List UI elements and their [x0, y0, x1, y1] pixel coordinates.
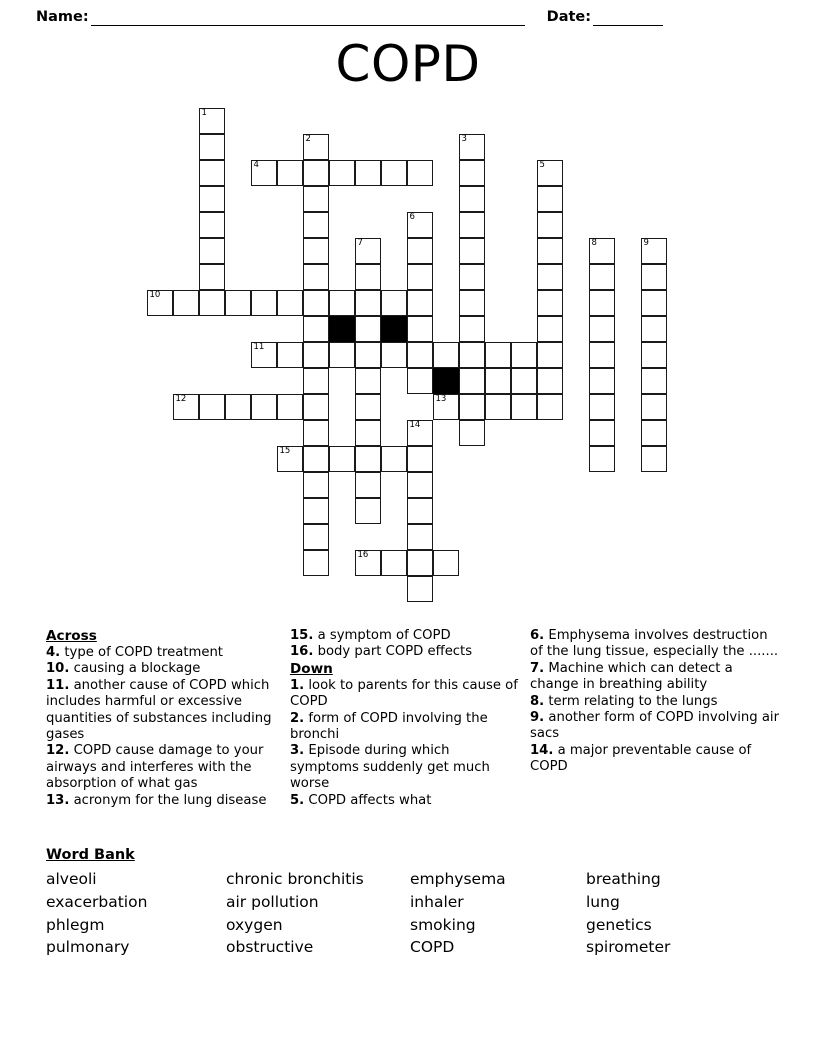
grid-cell[interactable] — [537, 394, 563, 420]
grid-cell[interactable] — [199, 394, 225, 420]
grid-block-cell — [329, 316, 355, 342]
grid-cell[interactable] — [303, 134, 329, 160]
across-clue-12 — [46, 743, 282, 792]
clue-number: 16. — [290, 644, 314, 660]
across-heading: Across — [46, 628, 97, 644]
grid-cell[interactable] — [407, 498, 433, 524]
word-bank-word[interactable]: emphysema — [410, 870, 506, 888]
grid-cell-number: 15 — [279, 445, 291, 456]
clue-text: another form of COPD involving air sacs — [530, 710, 779, 742]
clue-text: look to parents for this cause of COPD — [290, 677, 518, 710]
grid-cell[interactable] — [355, 498, 381, 524]
grid-cell[interactable] — [355, 420, 381, 446]
clue-text: causing a blockage — [69, 661, 201, 677]
grid-cell[interactable] — [251, 394, 277, 420]
clue-text: form of COPD involving the bronchi — [290, 710, 488, 743]
clue-number: 8. — [530, 693, 545, 709]
across-clue-15 — [290, 628, 518, 644]
grid-cell[interactable] — [407, 446, 433, 472]
grid-cell[interactable] — [407, 524, 433, 550]
across-clue-list-part-1 — [46, 645, 282, 809]
grid-cell[interactable] — [303, 290, 329, 316]
grid-cell[interactable] — [537, 368, 563, 394]
grid-cell[interactable] — [459, 290, 485, 316]
grid-cell[interactable] — [407, 368, 433, 394]
word-bank-word[interactable]: genetics — [586, 915, 652, 934]
grid-cell[interactable] — [355, 550, 381, 576]
grid-cell[interactable] — [251, 290, 277, 316]
word-bank-word[interactable]: breathing — [586, 870, 661, 888]
word-bank-word[interactable]: alveoli — [46, 870, 97, 888]
grid-cell[interactable] — [355, 472, 381, 498]
word-bank-word[interactable]: inhaler — [410, 892, 464, 911]
clue-text: type of COPD treatment — [60, 645, 223, 660]
grid-cell[interactable] — [199, 186, 225, 212]
grid-cell[interactable] — [433, 342, 459, 368]
clue-text: a major preventable cause of COPD — [530, 742, 752, 775]
grid-cell[interactable] — [641, 316, 667, 342]
date-label: Date: — [546, 9, 592, 25]
grid-cell[interactable] — [303, 238, 329, 264]
word-bank-heading: Word Bank — [46, 847, 135, 863]
grid-cell[interactable] — [355, 342, 381, 368]
grid-cell[interactable] — [199, 238, 225, 264]
page-title: COPD — [335, 35, 481, 93]
grid-cell-number: 11 — [253, 341, 265, 352]
grid-cell[interactable] — [459, 186, 485, 212]
grid-cell[interactable] — [433, 394, 459, 420]
grid-cell[interactable] — [589, 264, 615, 290]
grid-cell[interactable] — [459, 316, 485, 342]
grid-cell[interactable] — [355, 316, 381, 342]
grid-cell-number: 5 — [539, 159, 545, 170]
clues-section — [0, 628, 816, 838]
clue-text: Machine which can detect a change in breathing ability — [530, 660, 733, 693]
down-clue-14 — [530, 743, 780, 776]
across-clue-13 — [46, 793, 282, 809]
grid-cell[interactable] — [589, 342, 615, 368]
grid-cell-number: 14 — [409, 419, 421, 430]
clue-text: a symptom of COPD — [313, 628, 451, 643]
clue-number: 3. — [290, 743, 305, 759]
grid-cell[interactable] — [303, 472, 329, 498]
word-bank-word[interactable]: spirometer — [586, 938, 671, 957]
grid-cell[interactable] — [303, 498, 329, 524]
grid-cell[interactable] — [355, 264, 381, 290]
grid-cell[interactable] — [407, 342, 433, 368]
grid-cell[interactable] — [641, 394, 667, 420]
grid-cell[interactable] — [459, 342, 485, 368]
grid-cell[interactable] — [303, 264, 329, 290]
across-clue-4 — [46, 645, 282, 661]
word-bank-word[interactable]: chronic bronchitis — [226, 870, 364, 888]
grid-cell[interactable] — [485, 394, 511, 420]
grid-cell[interactable] — [511, 368, 537, 394]
grid-cell[interactable] — [641, 420, 667, 446]
word-bank-word[interactable]: phlegm — [46, 915, 105, 934]
grid-cell-number: 1 — [201, 107, 207, 118]
clue-number: 9. — [530, 710, 545, 726]
grid-cell[interactable] — [199, 264, 225, 290]
clues-column-2 — [290, 628, 518, 809]
grid-cell-number: 3 — [461, 133, 467, 144]
clue-text: another cause of COPD which includes harmful or excessive quantities of substances including gases — [46, 677, 272, 743]
grid-cell[interactable] — [511, 394, 537, 420]
grid-cell[interactable] — [641, 264, 667, 290]
grid-cell[interactable] — [199, 160, 225, 186]
down-clue-6 — [530, 628, 780, 661]
grid-cell[interactable] — [355, 238, 381, 264]
down-clue-1 — [290, 678, 518, 711]
down-clue-list-part-1 — [290, 678, 518, 809]
clue-text: body part COPD effects — [313, 644, 473, 660]
grid-cell[interactable] — [303, 160, 329, 186]
grid-cell[interactable] — [537, 342, 563, 368]
down-clue-7 — [530, 661, 780, 694]
grid-cell[interactable] — [537, 264, 563, 290]
grid-cell[interactable] — [537, 290, 563, 316]
grid-cell[interactable] — [303, 394, 329, 420]
grid-cell[interactable] — [251, 342, 277, 368]
grid-cell[interactable] — [641, 368, 667, 394]
grid-cell[interactable] — [589, 394, 615, 420]
grid-cell[interactable] — [303, 446, 329, 472]
grid-cell[interactable] — [407, 420, 433, 446]
clue-number: 7. — [530, 660, 545, 676]
grid-cell[interactable] — [589, 290, 615, 316]
grid-cell[interactable] — [199, 134, 225, 160]
grid-cell[interactable] — [459, 238, 485, 264]
clue-number: 14. — [530, 742, 554, 758]
clue-text: Emphysema involves destruction of the lung tissue, especially the ....... — [530, 628, 779, 660]
clue-text: acronym for the lung disease — [69, 792, 267, 808]
grid-cell[interactable] — [303, 316, 329, 342]
grid-cell[interactable] — [355, 446, 381, 472]
across-clue-16 — [290, 644, 518, 660]
clues-column-1 — [46, 628, 282, 809]
grid-cell[interactable] — [459, 212, 485, 238]
grid-cell[interactable] — [459, 264, 485, 290]
grid-cell[interactable] — [407, 238, 433, 264]
across-clue-11 — [46, 678, 282, 744]
grid-cell[interactable] — [537, 212, 563, 238]
grid-cell[interactable] — [355, 160, 381, 186]
word-bank-word[interactable]: pulmonary — [46, 938, 130, 957]
grid-cell-number: 16 — [357, 549, 369, 560]
clue-number: 15. — [290, 628, 314, 643]
grid-cell[interactable] — [173, 290, 199, 316]
clue-number: 10. — [46, 661, 70, 677]
grid-cell[interactable] — [303, 186, 329, 212]
grid-cell[interactable] — [589, 238, 615, 264]
grid-cell[interactable] — [641, 446, 667, 472]
word-bank-grid — [46, 868, 786, 959]
word-bank-word[interactable]: air pollution — [226, 892, 319, 911]
grid-cell[interactable] — [147, 290, 173, 316]
grid-cell[interactable] — [381, 550, 407, 576]
grid-cell-number: 7 — [357, 237, 363, 248]
word-bank-word[interactable]: obstructive — [226, 938, 314, 957]
down-clue-8 — [530, 694, 780, 710]
grid-cell[interactable] — [485, 342, 511, 368]
grid-cell[interactable] — [355, 368, 381, 394]
grid-cell[interactable] — [303, 550, 329, 576]
grid-cell[interactable] — [381, 342, 407, 368]
grid-cell[interactable] — [329, 342, 355, 368]
grid-cell[interactable] — [407, 576, 433, 602]
grid-cell[interactable] — [407, 472, 433, 498]
grid-cell[interactable] — [407, 550, 433, 576]
grid-cell[interactable] — [537, 160, 563, 186]
grid-cell[interactable] — [641, 238, 667, 264]
grid-cell-number: 10 — [149, 289, 161, 300]
grid-cell[interactable] — [277, 446, 303, 472]
grid-cell[interactable] — [173, 394, 199, 420]
grid-cell[interactable] — [381, 290, 407, 316]
grid-cell[interactable] — [199, 212, 225, 238]
grid-cell[interactable] — [537, 238, 563, 264]
clue-number: 6. — [530, 628, 545, 643]
grid-cell[interactable] — [225, 290, 251, 316]
grid-cell[interactable] — [277, 394, 303, 420]
down-clue-2 — [290, 711, 518, 744]
grid-cell-number: 8 — [591, 237, 597, 248]
clue-number: 11. — [46, 677, 70, 693]
across-clue-10 — [46, 661, 282, 677]
grid-cell[interactable] — [407, 160, 433, 186]
clue-number: 13. — [46, 792, 70, 808]
grid-cell[interactable] — [589, 368, 615, 394]
down-clue-3 — [290, 743, 518, 792]
word-bank — [46, 845, 786, 959]
grid-cell[interactable] — [407, 290, 433, 316]
grid-cell[interactable] — [407, 264, 433, 290]
down-heading: Down — [290, 660, 333, 677]
clue-number: 5. — [290, 792, 305, 808]
grid-cell[interactable] — [459, 420, 485, 446]
grid-block-cell — [433, 368, 459, 394]
down-clue-5 — [290, 793, 518, 809]
grid-cell[interactable] — [589, 420, 615, 446]
grid-cell[interactable] — [303, 212, 329, 238]
grid-cell[interactable] — [303, 368, 329, 394]
grid-cell[interactable] — [459, 134, 485, 160]
grid-cell[interactable] — [511, 342, 537, 368]
grid-cell-number: 12 — [175, 393, 187, 404]
grid-cell-number: 13 — [435, 393, 447, 404]
grid-cell[interactable] — [277, 342, 303, 368]
grid-cell[interactable] — [329, 446, 355, 472]
word-bank-word[interactable]: exacerbation — [46, 892, 148, 911]
grid-cell[interactable] — [433, 550, 459, 576]
down-clue-list-part-2 — [530, 628, 780, 776]
grid-cell[interactable] — [537, 316, 563, 342]
grid-cell[interactable] — [459, 368, 485, 394]
grid-cell[interactable] — [641, 342, 667, 368]
grid-cell[interactable] — [589, 316, 615, 342]
clue-number: 2. — [290, 710, 305, 726]
word-bank-word[interactable]: smoking — [410, 915, 476, 934]
clues-column-3 — [530, 628, 780, 776]
down-clue-9 — [530, 710, 780, 743]
grid-cell[interactable] — [459, 394, 485, 420]
grid-cell[interactable] — [199, 290, 225, 316]
grid-cell[interactable] — [355, 290, 381, 316]
grid-cell[interactable] — [641, 290, 667, 316]
grid-block-cell — [381, 316, 407, 342]
name-label: Name: — [36, 9, 89, 25]
word-bank-word[interactable]: oxygen — [226, 915, 283, 934]
grid-cell-number: 6 — [409, 211, 415, 222]
grid-cell[interactable] — [381, 160, 407, 186]
clue-text: COPD affects what — [304, 792, 432, 808]
grid-cell[interactable] — [381, 446, 407, 472]
grid-cell[interactable] — [277, 160, 303, 186]
clue-number: 4. — [46, 645, 61, 660]
grid-cell-number: 4 — [253, 159, 259, 170]
grid-cell[interactable] — [199, 108, 225, 134]
grid-cell-number: 9 — [643, 237, 649, 248]
grid-cell[interactable] — [277, 290, 303, 316]
grid-cell[interactable] — [303, 524, 329, 550]
grid-cell[interactable] — [303, 342, 329, 368]
grid-cell[interactable] — [485, 368, 511, 394]
clue-text: term relating to the lungs — [544, 693, 718, 709]
clue-number: 1. — [290, 677, 305, 693]
grid-cell[interactable] — [537, 186, 563, 212]
grid-cell[interactable] — [589, 446, 615, 472]
word-bank-word[interactable]: COPD — [410, 938, 455, 957]
grid-cell[interactable] — [407, 316, 433, 342]
grid-cell[interactable] — [225, 394, 251, 420]
word-bank-word[interactable]: lung — [586, 892, 620, 911]
grid-cell[interactable] — [329, 290, 355, 316]
grid-cell[interactable] — [459, 160, 485, 186]
clue-text: COPD cause damage to your airways and interferes with the absorption of what gas — [46, 743, 264, 792]
clue-number: 12. — [46, 743, 70, 759]
across-clue-list-part-2 — [290, 628, 518, 661]
grid-cell[interactable] — [407, 212, 433, 238]
grid-cell[interactable] — [329, 160, 355, 186]
grid-cell[interactable] — [251, 160, 277, 186]
grid-cell[interactable] — [355, 394, 381, 420]
grid-cell-number: 2 — [305, 133, 311, 144]
clue-text: Episode during which symptoms suddenly get much worse — [290, 743, 490, 792]
grid-cell[interactable] — [303, 420, 329, 446]
